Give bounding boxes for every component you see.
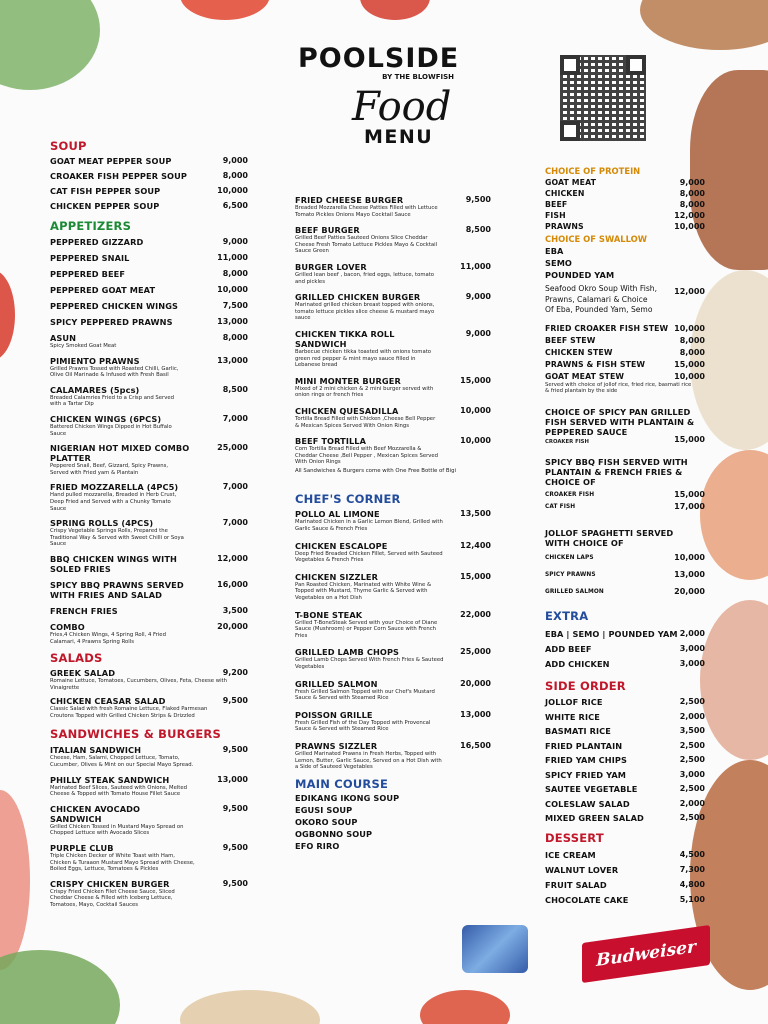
item-price: 3,000 — [679, 644, 705, 654]
menu-item[interactable] — [50, 186, 248, 196]
section-title-spicy-pan: CHOICE OF SPICY PAN GRILLED FISH SERVED WITH PLANTAIN & PEPPERED SAUCE — [545, 406, 695, 437]
item-name: CHICKEN STEW — [545, 347, 613, 357]
menu-item[interactable] — [545, 770, 705, 780]
section-title-appetizers: APPETIZERS — [50, 219, 132, 233]
okro-soup-item[interactable] — [545, 284, 705, 316]
item-price: 3,000 — [679, 659, 705, 669]
item-name: GRILLED SALMON — [545, 589, 604, 596]
section-title-chefs-corner: CHEF'S CORNER — [295, 492, 401, 507]
item-name: ADD BEEF — [545, 644, 592, 655]
item-price: 16,000 — [217, 579, 248, 589]
item-price: 22,000 — [460, 609, 491, 619]
item-name: CHICKEN AVOCADO SANDWICH — [50, 803, 141, 824]
item-price: 8,000 — [222, 171, 248, 180]
item-name: FRENCH FRIES — [50, 605, 118, 616]
qr-code[interactable] — [560, 55, 646, 141]
item-price: 9,500 — [222, 696, 248, 706]
menu-item[interactable] — [50, 385, 248, 408]
item-description: Crispy Fried Chicken Filet Cheese Sauce, Sliced Cheddar Cheese & Filled with Iceberg Lettuce, Tomatoes, Mayo, Cocktail Sauces — [50, 888, 175, 908]
menu-item[interactable] — [545, 784, 705, 794]
menu-item[interactable] — [50, 622, 248, 645]
item-price: 10,000 — [674, 222, 705, 231]
item-description: Grilled Beef Patties Sauteed Onions Slice Cheddar Cheese Fresh Tomato Lettuce Pickles Mayo & Cocktail Sauce Green — [295, 235, 438, 255]
menu-item[interactable] — [295, 406, 491, 429]
item-description: Grilled Marinated Prawns in Fresh Herbs, Topped with Lemon, Butter, Garlic Sauce, Served on a Hot Dish with a Side of Sauteed Vegetables — [295, 750, 442, 771]
section-title-soup: SOUP — [50, 139, 87, 153]
section-title-dessert: DESSERT — [545, 831, 604, 846]
menu-item[interactable] — [545, 348, 705, 358]
item-description: Marinated grilled chicken breast topped with onions, tomato lettuce pickles slice cheese & mustard mayo sauce — [295, 302, 435, 322]
item-price: 20,000 — [460, 678, 491, 688]
item-name: PRAWNS & FISH STEW — [545, 359, 646, 369]
item-price: 12,400 — [460, 540, 491, 550]
menu-item[interactable] — [50, 356, 248, 379]
item-price: 3,500 — [679, 726, 705, 736]
menu-item[interactable] — [545, 502, 705, 512]
item-description: Pan Roasted Chicken, Marinated with White Wine & Topped with Mustard, Thyme Garlic & Served with Vegetables on a Hot Dish — [295, 581, 432, 602]
menu-column-1 — [50, 139, 248, 909]
section-title-jollof: JOLLOF SPAGHETTI SERVED WITH CHOICE OF — [545, 528, 674, 549]
item-description: Grilled Chicken Tossed in Mustard Mayo Spread on Chopped Lettuce with Avocado Slices — [50, 823, 184, 837]
logo — [298, 45, 468, 147]
item-name: FISH — [545, 211, 566, 220]
section-title-salads: SALADS — [50, 651, 103, 666]
item-price: 2,500 — [679, 697, 705, 707]
item-price: 10,000 — [460, 436, 491, 446]
menu-item[interactable] — [295, 610, 491, 640]
item-price: 15,000 — [674, 359, 705, 369]
menu-item[interactable]: EBA — [545, 246, 564, 256]
menu-item[interactable] — [50, 414, 248, 437]
menu-item[interactable] — [295, 195, 491, 218]
item-price: 8,000 — [222, 269, 248, 278]
item-description: Classic Salad with fresh Romaine Lettuce, Flaked Parmesan Croutons Topped with Grilled Chicken Strips & Drizzled — [50, 706, 208, 719]
menu-item[interactable] — [295, 436, 491, 466]
item-name: CROAKER FISH PEPPER SOUP — [50, 171, 187, 181]
item-price: 7,000 — [222, 518, 248, 528]
item-description: Barbecue chicken tikka toasted with onions tomato green red pepper & mint mayo sauce filled in Lebanese bread — [295, 348, 432, 369]
menu-item[interactable] — [50, 253, 248, 263]
item-price: 8,000 — [679, 189, 705, 198]
item-name: GRILLED SALMON — [295, 678, 378, 689]
menu-item[interactable] — [50, 804, 248, 837]
section-title-bbq-fish: SPICY BBQ FISH SERVED WITH PLANTAIN & FRENCH FRIES & CHOICE OF — [545, 457, 688, 488]
blurred-sponsor-logo — [462, 925, 528, 973]
menu-item[interactable] — [545, 490, 705, 500]
menu-item[interactable] — [50, 201, 248, 211]
menu-item[interactable] — [50, 879, 248, 909]
item-description: Romaine Lettuce, Tomatoes, Cucumbers, Olives, Feta, Cheese with Vinaigrette — [50, 678, 227, 691]
item-name: CRISPY CHICKEN BURGER — [50, 878, 170, 889]
menu-item[interactable] — [545, 211, 705, 221]
item-price: 9,000 — [222, 156, 248, 165]
item-price: 12,000 — [217, 553, 248, 563]
item-price: 7,500 — [222, 301, 248, 310]
menu-item[interactable] — [50, 668, 248, 691]
item-name: PEPPERED SNAIL — [50, 253, 130, 263]
item-name: CROAKER FISH — [545, 438, 589, 445]
item-name: PRAWNS — [545, 222, 584, 231]
item-price: 9,500 — [222, 803, 248, 813]
item-price: 15,000 — [460, 375, 491, 385]
item-price: 10,000 — [217, 285, 248, 294]
item-price: 8,500 — [222, 384, 248, 394]
menu-item[interactable] — [295, 572, 491, 602]
item-price: 10,000 — [217, 186, 248, 195]
item-price: 9,000 — [465, 292, 491, 302]
section-title-extra: EXTRA — [545, 609, 589, 624]
item-price: 9,500 — [222, 878, 248, 888]
item-name: CHICKEN TIKKA ROLL SANDWICH — [295, 328, 395, 349]
item-name: COMBO — [50, 621, 85, 632]
item-description: Fresh Grilled Fish of the Day Topped with Provencal Sauce & Served with Steamed Rice — [295, 719, 431, 733]
item-price: 10,000 — [674, 553, 705, 563]
item-description: Grilled lean beef , bacon, fried eggs, lettuce, tomato and pickles — [295, 271, 435, 285]
item-name: CHICKEN QUESADILLA — [295, 405, 399, 416]
menu-item[interactable] — [50, 333, 248, 350]
item-name: CHICKEN CEASAR SALAD — [50, 696, 166, 707]
item-price: 5,100 — [679, 895, 705, 905]
menu-item[interactable] — [545, 895, 705, 905]
item-name: PHILLY STEAK SANDWICH — [50, 774, 170, 785]
item-name: WHITE RICE — [545, 711, 600, 722]
item-name: FRIED YAM CHIPS — [545, 755, 627, 766]
item-price: 3,000 — [679, 769, 705, 779]
item-name: SPICY FRIED YAM — [545, 769, 627, 780]
item-name: GREEK SALAD — [50, 668, 116, 679]
menu-column-2 — [295, 195, 491, 851]
item-name: BBQ CHICKEN WINGS WITH SOLED FRIES — [50, 553, 177, 574]
item-name: FRIED MOZZARELLA (4PC5) — [50, 482, 179, 493]
item-name: FRIED PLANTAIN — [545, 740, 623, 751]
item-name: SPICY PEPPERED PRAWNS — [50, 317, 173, 327]
item-description: Tortilla Bread Filled with Chicken ,Cheese Bell Pepper & Mexican Spices Served With Onion Rings — [295, 415, 436, 429]
menu-item[interactable] — [545, 324, 705, 334]
item-name: GOAT MEAT STEW — [545, 371, 625, 381]
item-name: PEPPERED CHICKEN WINGS — [50, 301, 179, 311]
item-name: PRAWNS SIZZLER — [295, 740, 378, 751]
item-description: Marinated Beef Slices, Sauteed with Onions, Melted Cheese & Topped with Tomato House Fillet Sauce — [50, 784, 188, 798]
item-name: SPICY PRAWNS — [545, 572, 596, 579]
item-description: Peppered Snail, Beef, Gizzard, Spicy Prawns, Served with Fried yam & Plantain — [50, 463, 169, 476]
item-price: 8,000 — [679, 335, 705, 345]
item-name: T-BONE STEAK — [295, 609, 363, 620]
menu-item[interactable]: EDIKANG IKONG SOUP — [295, 792, 400, 803]
item-price: 4,500 — [679, 850, 705, 860]
menu-item[interactable] — [545, 570, 705, 580]
item-price: 12,000 — [674, 211, 705, 220]
stew-note: Served with choice of jollof rice, fried rice, basmati rice & fried plantain by the side — [545, 381, 692, 395]
menu-item[interactable] — [545, 865, 705, 875]
menu-item[interactable] — [50, 482, 248, 512]
item-name: FRUIT SALAD — [545, 880, 607, 891]
menu-item[interactable]: EGUSI SOUP — [295, 804, 353, 815]
item-price: 20,000 — [674, 587, 705, 597]
item-name: JOLLOF RICE — [545, 697, 603, 708]
item-price: 6,500 — [222, 201, 248, 210]
item-price: 9,500 — [465, 195, 491, 204]
menu-item[interactable] — [545, 726, 705, 736]
section-title-side-order: SIDE ORDER — [545, 679, 626, 694]
item-name: BEEF — [545, 200, 568, 209]
item-name: ADD CHICKEN — [545, 659, 610, 670]
item-price: 13,000 — [674, 570, 705, 580]
item-price: 11,000 — [460, 261, 491, 271]
menu-item[interactable] — [50, 775, 248, 798]
item-name: CAT FISH PEPPER SOUP — [50, 186, 161, 196]
menu-item[interactable] — [50, 843, 248, 873]
menu-item[interactable] — [545, 813, 705, 823]
item-name: PIMIENTO PRAWNS — [50, 355, 140, 366]
menu-item[interactable] — [295, 376, 491, 399]
item-name: MINI MONTER BURGER — [295, 375, 401, 386]
item-price: 3,500 — [222, 605, 248, 615]
menu-item[interactable] — [295, 541, 491, 564]
menu-item[interactable] — [295, 262, 491, 285]
menu-item[interactable] — [295, 741, 491, 771]
menu-item[interactable] — [295, 647, 491, 670]
item-price: 9,500 — [222, 745, 248, 755]
item-name: CHICKEN LAPS — [545, 555, 594, 562]
menu-item[interactable] — [50, 606, 248, 616]
section-title-sandwiches: SANDWICHES & BURGERS — [50, 727, 221, 742]
item-description: Breaded Mozzarella Cheese Patties Filled with Lettuce Tomato Pickles Onions Mayo Cocktail Sauce — [295, 205, 438, 218]
item-name: PEPPERED GOAT MEAT — [50, 285, 156, 295]
item-name: ASUN — [50, 333, 77, 343]
brand-name: POOLSIDE — [298, 43, 460, 74]
item-price: 2,500 — [679, 755, 705, 765]
item-price: 9,000 — [679, 178, 705, 187]
menu-word: MENU — [364, 126, 434, 148]
menu-item[interactable] — [50, 745, 248, 768]
item-name: BURGER LOVER — [295, 261, 367, 272]
menu-item[interactable] — [545, 222, 705, 232]
menu-item[interactable] — [50, 554, 248, 574]
item-description: Mixed of 2 mini chicken & 2 mini burger served with onion rings or french fries — [295, 385, 434, 399]
item-price: 8,000 — [222, 333, 248, 342]
item-price: 20,000 — [217, 621, 248, 631]
item-price: 25,000 — [217, 443, 248, 453]
menu-item[interactable]: EFO RIRO — [295, 840, 340, 851]
menu-item[interactable] — [50, 580, 248, 600]
section-title-swallow: CHOICE OF SWALLOW — [545, 234, 648, 244]
item-name: CHICKEN WINGS (6PCS) — [50, 413, 162, 424]
menu-item[interactable] — [50, 696, 248, 719]
item-name: BEEF BURGER — [295, 225, 360, 236]
item-name: ITALIAN SANDWICH — [50, 745, 142, 756]
item-description: Fries,4 Chicken Wings, 4 Spring Roll, 4 Fried Calamari, 4 Prawns Spring Rolls — [50, 631, 166, 645]
item-name: PEPPERED GIZZARD — [50, 237, 144, 247]
item-price: 8,500 — [465, 225, 491, 235]
item-price: 2,500 — [679, 740, 705, 750]
menu-item[interactable] — [545, 178, 705, 188]
item-name: NIGERIAN HOT MIXED COMBO PLATTER — [50, 443, 190, 464]
menu-item[interactable] — [545, 659, 705, 669]
item-price: 16,500 — [460, 740, 491, 750]
item-price: 13,500 — [460, 509, 491, 519]
menu-item[interactable] — [545, 587, 705, 597]
item-name: POISSON GRILLE — [295, 709, 373, 720]
menu-column-3 — [545, 166, 705, 905]
item-description: Deep Fried Breaded Chicken Fillet, Served with Sauteed Vegetables & French Fries — [295, 550, 443, 564]
menu-item[interactable]: POUNDED YAM — [545, 270, 615, 280]
menu-item[interactable] — [545, 644, 705, 654]
menu-item[interactable]: SEMO — [545, 258, 572, 268]
item-price: 7,000 — [222, 413, 248, 423]
menu-item[interactable]: OKORO SOUP — [295, 816, 358, 827]
item-price: 10,000 — [460, 405, 491, 415]
item-description: Cheese, Ham, Salami, Chopped Lettuce, Tomato, Cucumber, Olives & Mint on our Special Mayo Spread. — [50, 755, 194, 769]
item-name: EBA | SEMO | POUNDED YAM — [545, 629, 678, 640]
spicy-pan-fish-section[interactable] — [545, 407, 705, 446]
menu-item[interactable] — [545, 850, 705, 860]
menu-item[interactable] — [295, 710, 491, 733]
item-name: SPRING ROLLS (4PCS) — [50, 518, 154, 529]
item-name: PEPPERED BEEF — [50, 269, 126, 279]
item-name: SPICY BBQ PRAWNS SERVED WITH FRIES AND SALAD — [50, 579, 184, 600]
item-name: BEEF TORTILLA — [295, 436, 367, 447]
item-name: BEEF STEW — [545, 335, 596, 345]
menu-item[interactable] — [295, 292, 491, 322]
menu-item[interactable] — [545, 741, 705, 751]
item-price: 13,000 — [217, 317, 248, 326]
menu-item[interactable] — [545, 712, 705, 722]
item-name: GOAT MEAT — [545, 178, 597, 187]
item-description: Grilled Prawns Tossed with Roasted Chilli, Garlic, Olive Oil Marinade & Infused with Fresh Basil — [50, 365, 179, 379]
item-price: 25,000 — [460, 647, 491, 657]
item-name: GRILLED LAMB CHOPS — [295, 647, 400, 658]
item-description: Grilled Lamb Chops Served With French Fries & Sauteed Vegetables — [295, 657, 444, 670]
item-price: 2,000 — [679, 629, 705, 639]
item-price: 9,200 — [222, 668, 248, 678]
menu-item[interactable] — [295, 329, 491, 369]
item-price: 17,000 — [674, 502, 705, 512]
item-name: CALAMARES (5pcs) — [50, 384, 140, 395]
menu-item[interactable] — [545, 880, 705, 890]
item-price: 11,000 — [217, 253, 248, 262]
item-price: 12,000 — [674, 287, 705, 296]
item-name: BASMATI RICE — [545, 726, 611, 737]
item-price: 9,000 — [222, 237, 248, 246]
menu-item[interactable] — [50, 269, 248, 279]
item-name: CHICKEN PEPPER SOUP — [50, 201, 160, 211]
item-description: Fresh Grilled Salmon Topped with our Chef's Mustard Sauce & Served with Steamed Rice — [295, 688, 435, 702]
item-description: Battered Chicken Wings Dipped in Hot Buffalo Sauce — [50, 423, 172, 437]
item-price: 15,000 — [460, 571, 491, 581]
item-name: FRIED CHEESE BURGER — [295, 195, 404, 205]
brand-byline: BY THE BLOWFISH — [382, 73, 454, 81]
menu-item[interactable] — [50, 237, 248, 247]
item-price: 2,000 — [679, 711, 705, 721]
item-name: CHICKEN ESCALOPE — [295, 540, 388, 551]
menu-item[interactable] — [295, 679, 491, 702]
item-name: PURPLE CLUB — [50, 843, 114, 854]
item-price: 4,800 — [679, 880, 705, 890]
food-script: Food — [352, 84, 452, 130]
item-name: SAUTEE VEGETABLE — [545, 784, 638, 795]
item-description: Corn Tortilla Bread Filled with Beef Mozzarella & Cheddar Cheese ,Bell Pepper , Mexican Spices Served With Onion Rings — [295, 446, 439, 466]
item-price: 7,300 — [679, 865, 705, 875]
item-name: COLESLAW SALAD — [545, 798, 630, 809]
menu-item[interactable] — [50, 171, 248, 181]
menu-item[interactable] — [50, 317, 248, 327]
item-price: 7,000 — [222, 482, 248, 492]
menu-item[interactable] — [545, 360, 705, 370]
item-description: Hand pulled mozzarella, Breaded in Herb Crust, Deep Fried and Served with a Chunky Tomato Sauce — [50, 492, 177, 512]
item-price: 9,500 — [222, 843, 248, 853]
item-price: 10,000 — [674, 371, 705, 381]
menu-item[interactable] — [545, 629, 705, 639]
item-name: CHICKEN SIZZLER — [295, 571, 378, 582]
item-price: 2,000 — [679, 798, 705, 808]
item-description: Grilled T-BoneSteak Served with your Choice of Diane Sauce (Mushroom) or Pepper Corn Sauce with French Fries — [295, 619, 438, 639]
item-name: CHOCOLATE CAKE — [545, 895, 629, 906]
item-name: FRIED CROAKER FISH STEW — [545, 323, 669, 333]
item-price: 8,000 — [679, 200, 705, 209]
item-price: 2,500 — [679, 784, 705, 794]
item-description: Marinated Chicken in a Garlic Lemon Blend, Grilled with Garlic Sauce & French Fries — [295, 519, 443, 533]
item-name: ICE CREAM — [545, 850, 596, 861]
item-name: CHICKEN — [545, 189, 585, 198]
item-name: GRILLED CHICKEN BURGER — [295, 292, 421, 303]
item-name: CROAKER FISH — [545, 492, 595, 499]
menu-item[interactable] — [50, 443, 248, 476]
menu-item[interactable] — [50, 285, 248, 295]
menu-item[interactable] — [545, 697, 705, 707]
item-price: 10,000 — [674, 323, 705, 333]
menu-item[interactable] — [545, 200, 705, 210]
menu-item[interactable] — [50, 518, 248, 548]
menu-item[interactable] — [545, 553, 705, 563]
item-description: Breaded Calamries Fried to a Crisp and Served with a Tartar Dip — [50, 394, 174, 408]
item-price: 13,000 — [217, 355, 248, 365]
item-name: POLLO AL LIMONE — [295, 509, 380, 520]
menu-item[interactable]: OGBONNO SOUP — [295, 828, 373, 839]
section-title-protein: CHOICE OF PROTEIN — [545, 166, 641, 176]
menu-item[interactable] — [50, 156, 248, 166]
item-description: Spicy Smoked Goat Meat — [50, 343, 117, 349]
item-name: WALNUT LOVER — [545, 865, 619, 876]
item-price: 9,000 — [465, 328, 491, 338]
menu-item[interactable] — [545, 799, 705, 809]
menu-item[interactable] — [295, 225, 491, 255]
item-description: Crispy Vegetable Springs Rolls, Prepared the Traditional Way & Served with Sweet Chilli or Soya Sauce — [50, 528, 184, 548]
item-price: 13,000 — [460, 709, 491, 719]
menu-item[interactable] — [545, 755, 705, 765]
item-price: 15,000 — [674, 435, 705, 445]
item-price: 13,000 — [217, 774, 248, 784]
menu-item[interactable] — [50, 301, 248, 311]
budweiser-text: Budweiser — [596, 936, 696, 972]
item-name: GOAT MEAT PEPPER SOUP — [50, 156, 172, 166]
item-name: MIXED GREEN SALAD — [545, 813, 644, 824]
menu-item[interactable] — [545, 189, 705, 199]
item-price: 15,000 — [674, 490, 705, 500]
burger-note: All Sandwiches & Burgers come with One Free Bottle of Bigi — [295, 467, 457, 474]
item-description: Triple Chicken Decker of White Toast with Ham, Chicken & Turaaon Mustard Mayo Spread with Cheese, Boiled Eggs, Lettuce, Tomatoes & Pickles — [50, 853, 195, 873]
item-name: Seafood Okro Soup With Fish, Prawns, Calamari & Choice Of Eba, Pounded Yam, Semo — [545, 284, 658, 314]
item-name: CAT FISH — [545, 504, 576, 511]
menu-item[interactable] — [295, 509, 491, 532]
item-price: 8,000 — [679, 347, 705, 357]
menu-item[interactable] — [545, 336, 705, 346]
budweiser-logo — [582, 925, 710, 983]
item-price: 2,500 — [679, 813, 705, 823]
menu-item[interactable] — [545, 372, 705, 382]
section-title-main-course: MAIN COURSE — [295, 776, 388, 791]
